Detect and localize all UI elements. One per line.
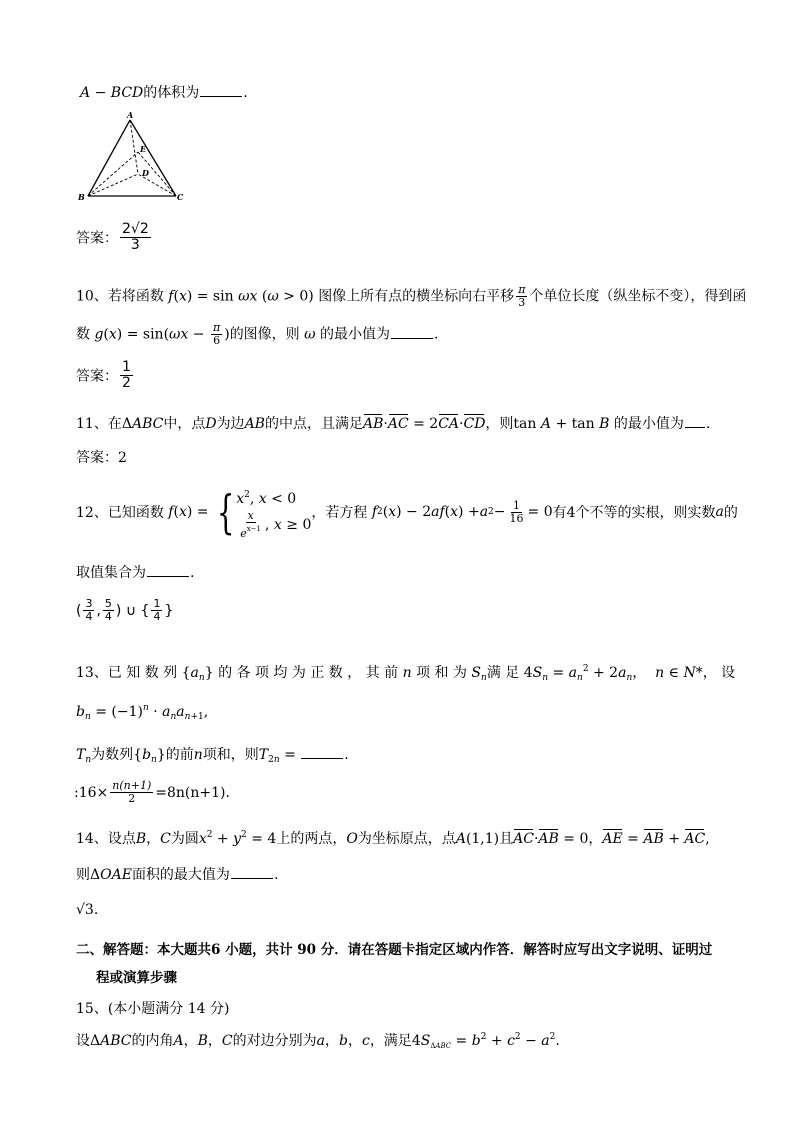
q15-question: 设ΔABC的内角A，B，C的对边分别为a，b，c，满足$4S_{\Delta ABC} = b^2 + c^2 - a^2$.	[76, 1032, 560, 1050]
q10-question-line1: 10、若将函数 f(x) = sin ωx (ω > 0) 图像上所有点的横坐标向右平移 $\frac{\pi}{3}$ 个单位长度（纵坐标不变），得到函	[76, 283, 747, 309]
q13-answer: :16× $\frac{n(n+1)}{2}$ =8n(n+1).	[74, 779, 230, 805]
q14-answer: √3.	[76, 902, 99, 918]
label-a: A	[127, 112, 134, 120]
answer-blank	[200, 84, 242, 97]
edge-bd	[88, 174, 138, 196]
segment-be	[88, 152, 138, 196]
edge-ad	[130, 120, 138, 174]
tetrahedron-figure	[76, 112, 186, 204]
q13-question-line1: 13、已 知 数 列 $\{a_n\}$ 的 各 项 均 为 正 数 ， 其 前 n 项 和 为 $S_n$满 足 $4S_n = a_n^2 + 2a_n$， n ∈ N*， 设	[76, 664, 736, 683]
answer-blank	[231, 866, 273, 879]
section-heading-line2: 程或演算步骤	[96, 970, 177, 986]
shift-fraction: $\frac{\pi}{3}$	[518, 283, 526, 309]
answer-fraction: $\frac{1}{2}$	[122, 359, 131, 391]
q9-answer: 答案： $\frac{2√2}{3}$	[76, 221, 149, 253]
edge-ab	[88, 120, 130, 196]
answer-blank	[301, 746, 343, 759]
answer-blank	[147, 564, 189, 577]
label-c: C	[177, 192, 184, 202]
q14-question-line2: 则ΔOAE面积的最大值为 .	[76, 867, 279, 883]
q14-question-line1: 14、设点B，C为圆$x^2 + y^2 = 4$上的两点，O为坐标原点，点A(1,1)且AC·AB = 0，AE = AB + AC,	[76, 830, 710, 847]
edge-ac	[130, 120, 176, 196]
q11-answer: 答案：2	[76, 450, 127, 466]
section-heading: 二、解答题：本大题共6 小题，共计 90 分．请在答题卡指定区域内作答．解答时应写出文字说明、证明过	[76, 942, 713, 958]
eq-fraction: $\frac{1}{16}$	[509, 498, 524, 525]
q10-question-line2: 数 g(x) = sin(ωx − $\frac{\pi}{6}$ )的图像，则 ω 的最小值为 .	[76, 321, 439, 347]
q12-question-line1: 12、 已知函数 f ( x ) = { $x^2$, x < 0 $\frac{x}{e^{x-1}}$ , x ≥ 0 ，若方程 f 2 ( x ) − 2 af ( x ) + a 2 − $\frac{1}{16}$ = 0 有4个不等的实根，则实数 a 的	[76, 485, 738, 540]
answer-blank	[685, 415, 705, 428]
q12-question-line2: 取值集合为 .	[76, 565, 195, 581]
q13-question-line2: $b_n = (-1)^n \cdot a_na_{n+1}$,	[76, 703, 209, 722]
q11-question: 11、在ΔABC中，点D为边AB的中点，且满足AB·AC = 2CA·CD，则tan A + tan B 的最小值为 .	[76, 416, 711, 432]
label-d: D	[142, 168, 149, 178]
q10-answer: 答案： $\frac{1}{2}$	[76, 359, 131, 391]
piecewise-cases: $x^2$, x < 0 $\frac{x}{e^{x-1}}$ , x ≥ 0	[236, 490, 312, 540]
q12-answer: ( $\frac{3}{4}$ , $\frac{5}{4}$ ) ∪ { $\frac{1}{4}$ }	[76, 597, 174, 623]
answer-blank	[391, 326, 433, 339]
q13-question-line3: $T_n$为数列$\{b_n\}$的前n项和，则$T_{2n}$ = .	[76, 747, 349, 765]
label-e: E	[140, 144, 147, 154]
q9-question-line: A − BCD的体积为 .	[80, 85, 248, 101]
answer-fraction: $\frac{n(n+1)}{2}$	[112, 779, 152, 805]
q15-header: 15、(本小题满分 14 分)	[76, 1001, 230, 1017]
phase-fraction: $\frac{\pi}{6}$	[212, 321, 221, 347]
piecewise-brace: {	[216, 485, 235, 539]
answer-fraction: $\frac{2√2}{3}$	[122, 221, 149, 253]
label-b: B	[78, 192, 85, 202]
